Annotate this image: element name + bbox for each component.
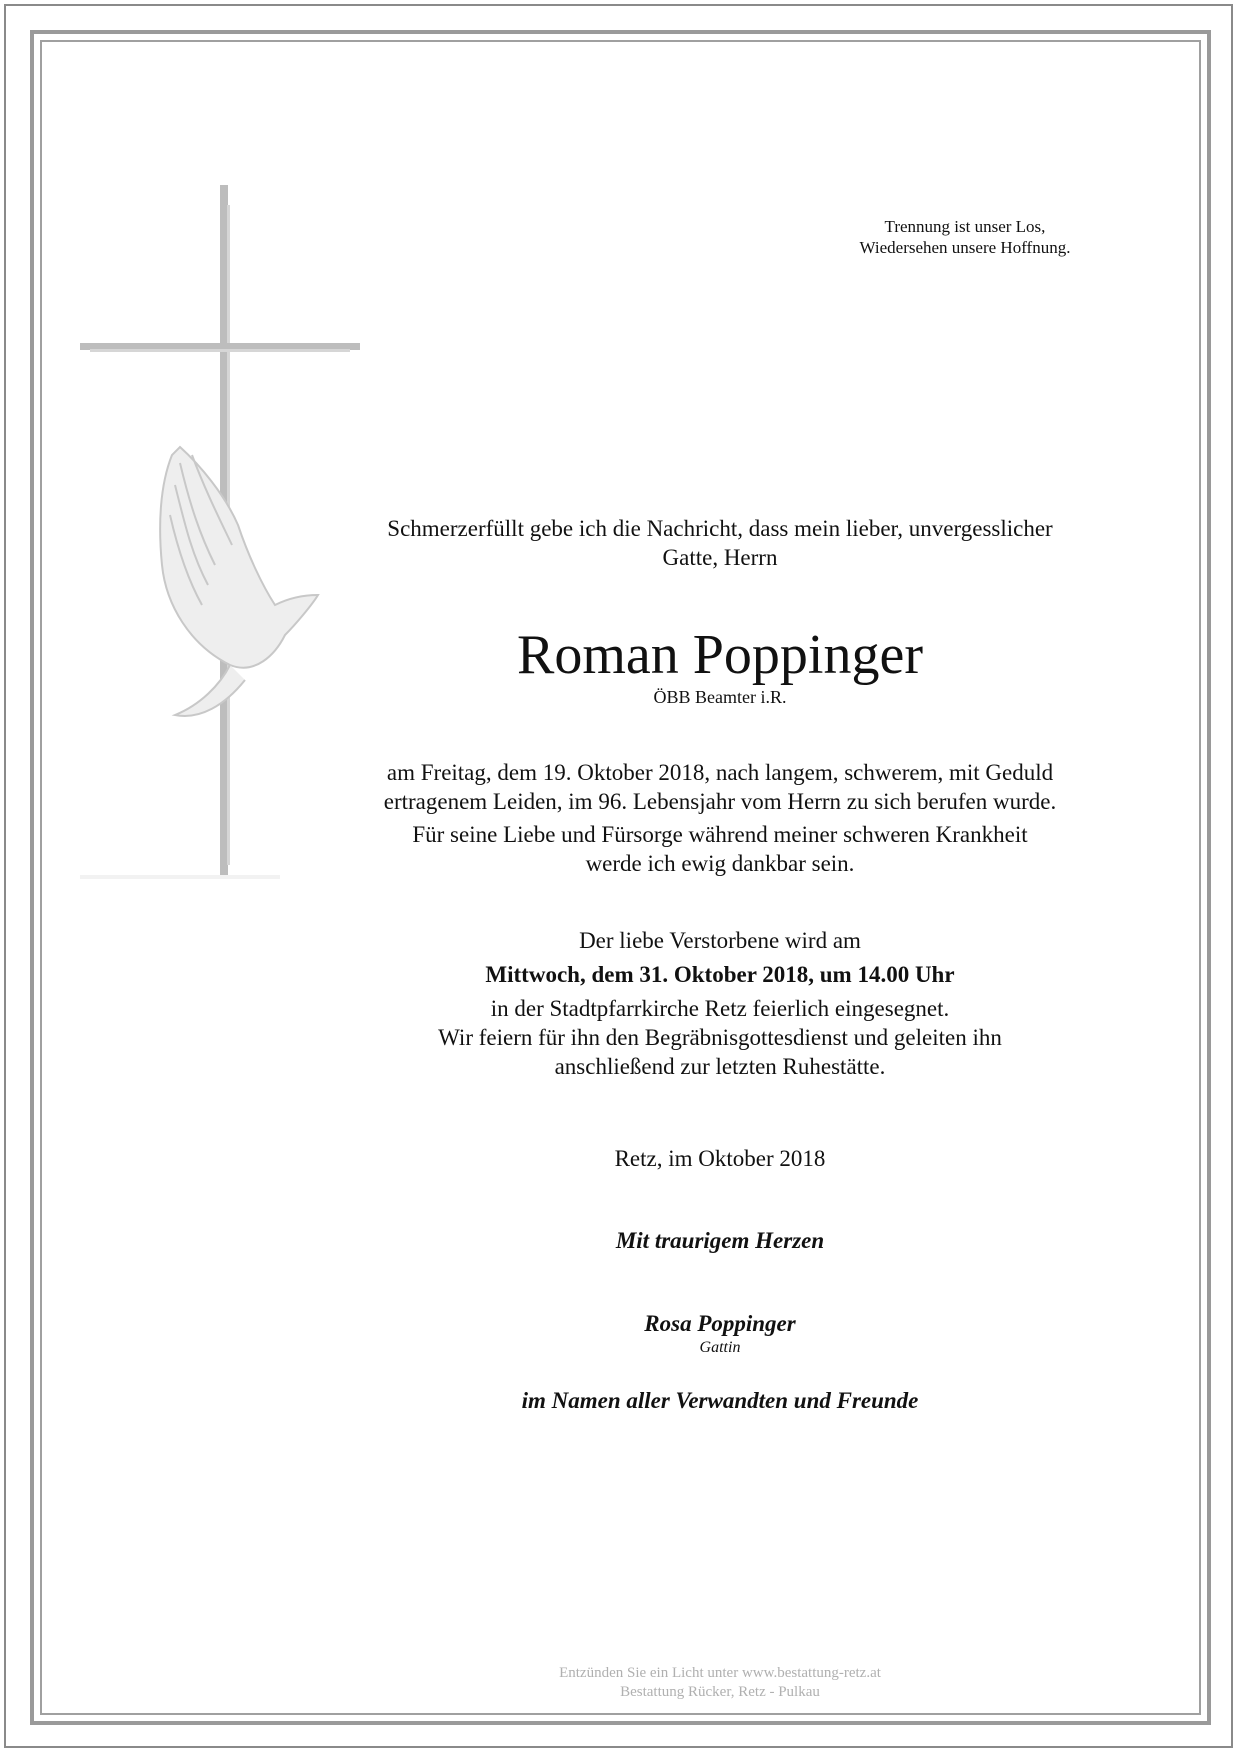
motto-line: Trennung ist unser Los, — [884, 217, 1046, 236]
funeral-detail-line: Wir feiern für ihn den Begräbnisgottesdienst und geleiten ihn — [438, 1025, 1002, 1050]
footer — [300, 1664, 1140, 1702]
family-line: im Namen aller Verwandten und Freunde — [521, 1388, 919, 1413]
signer-name: Rosa Poppinger — [644, 1311, 796, 1336]
death-notice — [300, 758, 1140, 816]
footer-company-line: Bestattung Rücker, Retz - Pulkau — [620, 1684, 820, 1700]
funeral-intro: Der liebe Verstorbene wird am — [579, 928, 861, 953]
intro-line: Schmerzerfüllt gebe ich die Nachricht, dass mein lieber, unvergesslicher — [387, 516, 1053, 541]
gratitude-line: Für seine Liebe und Fürsorge während meiner schweren Krankheit — [412, 822, 1028, 847]
deceased-name: Roman Poppinger — [517, 624, 923, 686]
deceased-title: ÖBB Beamter i.R. — [653, 687, 787, 707]
gratitude-text — [300, 820, 1140, 878]
funeral-detail-line: anschließend zur letzten Ruhestätte. — [554, 1054, 886, 1079]
funeral-detail-line: in der Stadtpfarrkirche Retz feierlich eingesegnet. — [490, 996, 950, 1021]
death-line: ertragenem Leiden, im 96. Lebensjahr vom Herrn zu sich berufen wurde. — [383, 789, 1057, 814]
signer-role: Gattin — [699, 1339, 741, 1356]
funeral-details — [300, 994, 1140, 1081]
place-and-date: Retz, im Oktober 2018 — [614, 1146, 826, 1171]
announcement-intro — [300, 514, 1140, 572]
closing-phrase: Mit traurigem Herzen — [615, 1228, 825, 1253]
motto-quote — [820, 216, 1110, 258]
death-line: am Freitag, dem 19. Oktober 2018, nach langem, schwerem, mit Geduld — [386, 760, 1054, 785]
intro-line: Gatte, Herrn — [662, 545, 778, 570]
gratitude-line: werde ich ewig dankbar sein. — [585, 851, 855, 876]
motto-line: Wiedersehen unsere Hoffnung. — [859, 238, 1071, 257]
funeral-date-time: Mittwoch, dem 31. Oktober 2018, um 14.00 Uhr — [485, 962, 955, 987]
footer-link-line[interactable]: Entzünden Sie ein Licht unter www.bestattung-retz.at — [559, 1665, 881, 1681]
